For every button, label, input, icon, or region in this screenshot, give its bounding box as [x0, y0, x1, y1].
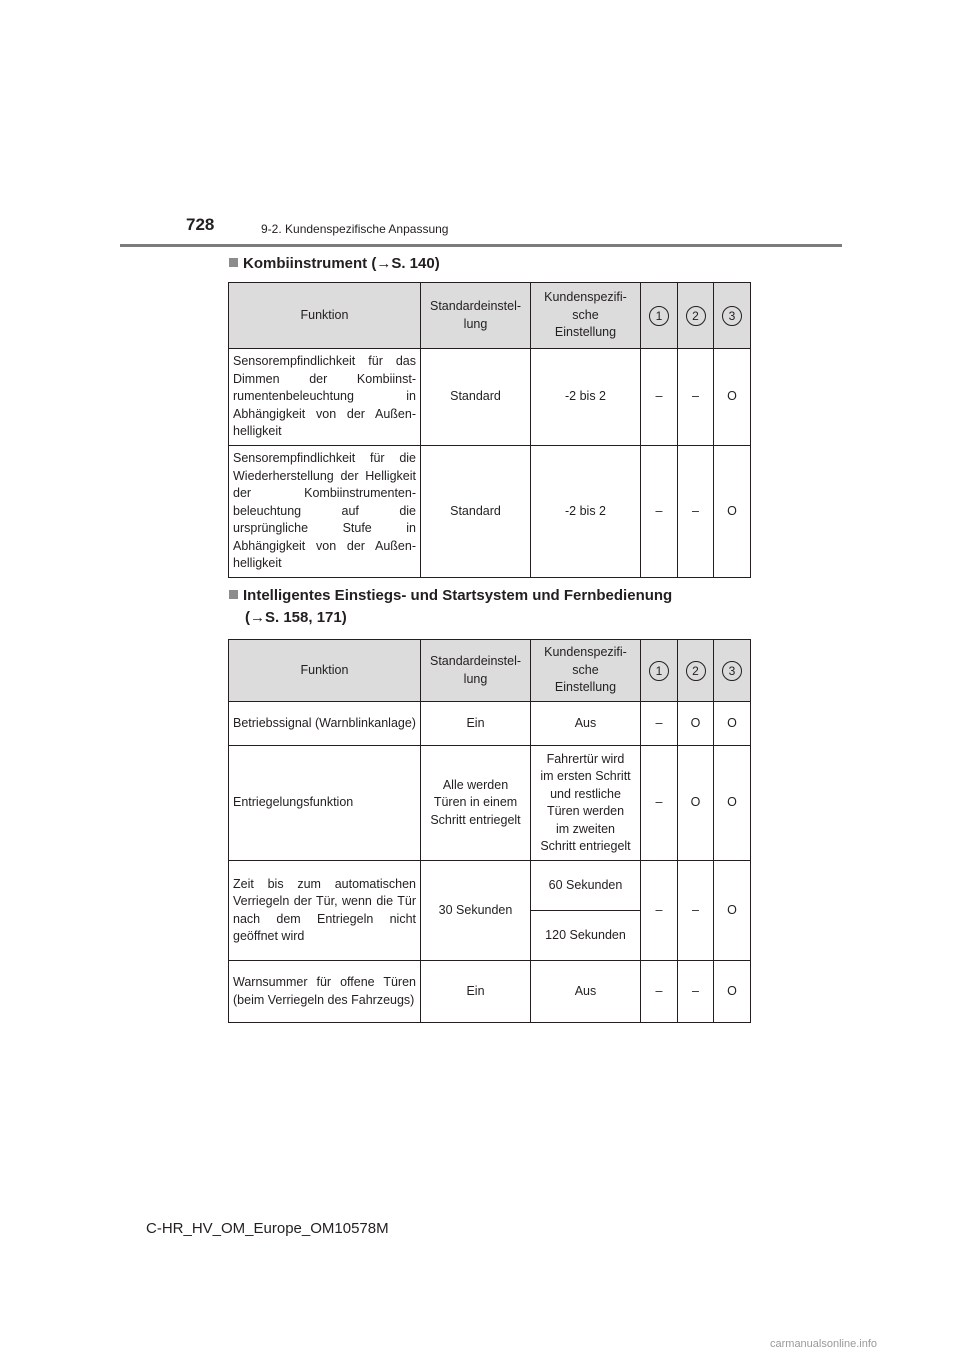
cell-c1: – — [641, 961, 678, 1023]
table-header-row — [229, 283, 751, 349]
cell-standard: Standard — [421, 349, 531, 446]
cell-funktion: Sensorempfindlichkeit für das Dimmen der Kombiinstrumentenbeleuchtung in Abhängigkeit von der Außenhelligkeit — [229, 349, 421, 446]
section-heading-text: Kombiinstrument (→S. 140) — [243, 255, 440, 272]
section-title: 9-2. Kundenspezifische Anpassung — [261, 222, 449, 236]
cell-c2: – — [678, 861, 714, 961]
cell-c2: O — [678, 746, 714, 861]
cell-c2: O — [678, 702, 714, 746]
document-id: C-HR_HV_OM_Europe_OM10578M — [146, 1220, 389, 1237]
header-divider — [120, 244, 842, 247]
header-funktion: Funktion — [229, 283, 421, 349]
header-col-3 — [714, 640, 751, 702]
table-row — [229, 861, 751, 911]
section-heading-einstiegssystem — [229, 585, 672, 629]
header-kundenspezifisch: Kundenspezifi- sche Einstellung — [531, 283, 641, 349]
circled-number-icon: 1 — [649, 306, 669, 326]
cell-kunden-option-b: 120 Sekunden — [531, 911, 641, 961]
cell-standard: 30 Sekunden — [421, 861, 531, 961]
cell-standard: Standard — [421, 446, 531, 578]
cell-c2: – — [678, 961, 714, 1023]
cell-kunden: -2 bis 2 — [531, 446, 641, 578]
header-col-2 — [678, 283, 714, 349]
circled-number-icon: 2 — [686, 661, 706, 681]
section-heading-text: Intelligentes Einstiegs- und Startsystem und Fernbedienung — [243, 587, 673, 604]
cell-c3: O — [714, 349, 751, 446]
cell-standard: Ein — [421, 702, 531, 746]
settings-table-einstiegssystem — [228, 639, 751, 1023]
table-header-row — [229, 640, 751, 702]
cell-funktion: Entriegelungsfunktion — [229, 746, 421, 861]
cell-funktion: Betriebssignal (Warnblinkanlage) — [229, 702, 421, 746]
header-funktion: Funktion — [229, 640, 421, 702]
cell-c3: O — [714, 702, 751, 746]
square-bullet-icon — [229, 590, 238, 599]
cell-c3: O — [714, 746, 751, 861]
cell-kunden-option-a: 60 Sekunden — [531, 861, 641, 911]
cell-standard: Ein — [421, 961, 531, 1023]
square-bullet-icon — [229, 258, 238, 267]
table-row — [229, 702, 751, 746]
cell-funktion: Warnsummer für offene Türen (beim Verriegeln des Fahrzeugs) — [229, 961, 421, 1023]
settings-table-kombiinstrument — [228, 282, 751, 578]
watermark: carmanualsonline.info — [770, 1338, 878, 1350]
table-row — [229, 349, 751, 446]
cell-funktion: Sensorempfindlichkeit für die Wiederherstellung der Helligkeit der Kombiinstrumentenbeleuchtung auf die ursprüngliche Stufe in Abhängigkeit von der Außenhelligkeit — [229, 446, 421, 578]
cell-c2: – — [678, 349, 714, 446]
circled-number-icon: 1 — [649, 661, 669, 681]
cell-funktion: Zeit bis zum automatischen Verriegeln der Tür, wenn die Tür nach dem Entriegeln nicht geöffnet wird — [229, 861, 421, 961]
cell-c3: O — [714, 446, 751, 578]
cell-c3: O — [714, 961, 751, 1023]
cell-c3: O — [714, 861, 751, 961]
cell-kunden: -2 bis 2 — [531, 349, 641, 446]
table-row — [229, 746, 751, 861]
header-col-2 — [678, 640, 714, 702]
circled-number-icon: 3 — [722, 306, 742, 326]
circled-number-icon: 2 — [686, 306, 706, 326]
table-row — [229, 446, 751, 578]
cell-c2: – — [678, 446, 714, 578]
section-heading-ref: (→S. 158, 171) — [245, 609, 347, 626]
cell-c1: – — [641, 861, 678, 961]
table-row — [229, 961, 751, 1023]
header-col-1 — [641, 640, 678, 702]
cell-kunden: Aus — [531, 702, 641, 746]
section-heading-kombiinstrument — [229, 253, 440, 275]
cell-kunden: Aus — [531, 961, 641, 1023]
circled-number-icon: 3 — [722, 661, 742, 681]
cell-c1: – — [641, 702, 678, 746]
header-kundenspezifisch: Kundenspezifi- sche Einstellung — [531, 640, 641, 702]
cell-c1: – — [641, 349, 678, 446]
cell-standard: Alle werden Türen in einem Schritt entriegelt — [421, 746, 531, 861]
cell-kunden: Fahrertür wird im ersten Schritt und restliche Türen werden im zweiten Schritt entriegelt — [531, 746, 641, 861]
header-col-3 — [714, 283, 751, 349]
cell-c1: – — [641, 746, 678, 861]
cell-c1: – — [641, 446, 678, 578]
page-number: 728 — [186, 215, 215, 234]
header-standard: Standardeinstel- lung — [421, 640, 531, 702]
header-col-1 — [641, 283, 678, 349]
header-standard: Standardeinstel- lung — [421, 283, 531, 349]
